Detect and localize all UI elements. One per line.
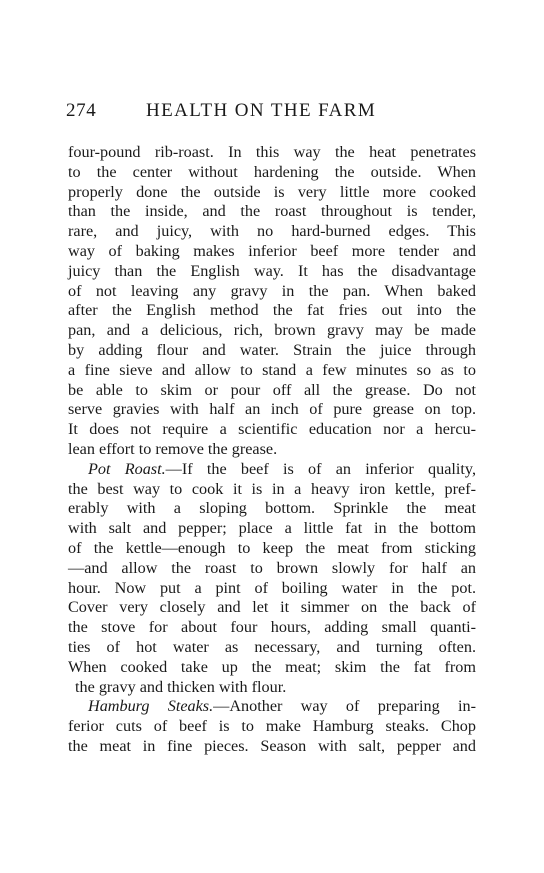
text-line: be able to skim or pour off all the grease. Do not [68,380,476,399]
text-line: It does not require a scientific education nor a hercu- [68,420,476,439]
running-head [66,100,478,126]
text-line: erably with a sloping bottom. Sprinkle the meat [68,499,476,518]
text-line: than the inside, and the roast throughout is tender, [68,202,476,221]
text-line: after the English method the fat fries out into the [68,301,476,320]
text-line: the best way to cook it is in a heavy iron kettle, pref- [68,479,476,498]
text-line: rare, and juicy, with no hard-burned edges. This [68,222,476,241]
text-line: ties of hot water as necessary, and turning often. [68,637,476,656]
paragraph-start-pot-roast [68,460,476,480]
text-line: with salt and pepper; place a little fat in the bottom [68,519,476,538]
text-line: properly done the outside is very little more cooked [68,182,476,201]
text-line: hour. Now put a pint of boiling water in the pot. [68,578,476,597]
text-run: —If the beef is of an inferior quality, [165,459,476,478]
body-text [68,143,476,757]
text-line: lean effort to remove the grease. [68,439,278,458]
text-line: the stove for about four hours, adding small quanti- [68,618,476,637]
text-line: of not leaving any gravy in the pan. When baked [68,281,476,300]
running-title: HEALTH ON THE FARM [146,100,377,121]
text-line: way of baking makes inferior beef more tender and [68,241,476,260]
section-heading-pot-roast: Pot Roast. [88,459,166,478]
text-line: four-pound rib-roast. In this way the heat penetrates [68,143,476,161]
text-line: by adding flour and water. Strain the juice through [68,340,476,359]
text-line: the gravy and thicken with flour. [75,677,287,696]
text-line: When cooked take up the meat; skim the fat from [68,657,476,676]
page-number: 274 [66,100,97,121]
text-run: —Another way of preparing in- [213,697,476,716]
text-line: serve gravies with half an inch of pure grease on top. [68,400,476,419]
text-line: Cover very closely and let it simmer on the back of [68,598,476,617]
text-line: of the kettle—enough to keep the meat from sticking [68,538,476,557]
text-line: the meat in fine pieces. Season with salt, pepper and [68,736,476,755]
paragraph-start-hamburg-steaks [68,697,476,717]
text-line: a fine sieve and allow to stand a few minutes so as to [68,360,476,379]
text-line: to the center without hardening the outside. When [68,162,476,181]
section-heading-hamburg-steaks: Hamburg Steaks. [88,697,214,716]
text-line: juicy than the English way. It has the disadvantage [68,261,476,280]
text-line: ferior cuts of beef is to make Hamburg steaks. Chop [68,717,476,736]
text-line: pan, and a delicious, rich, brown gravy may be made [68,321,476,340]
text-line: —and allow the roast to brown slowly for half an [68,558,476,577]
